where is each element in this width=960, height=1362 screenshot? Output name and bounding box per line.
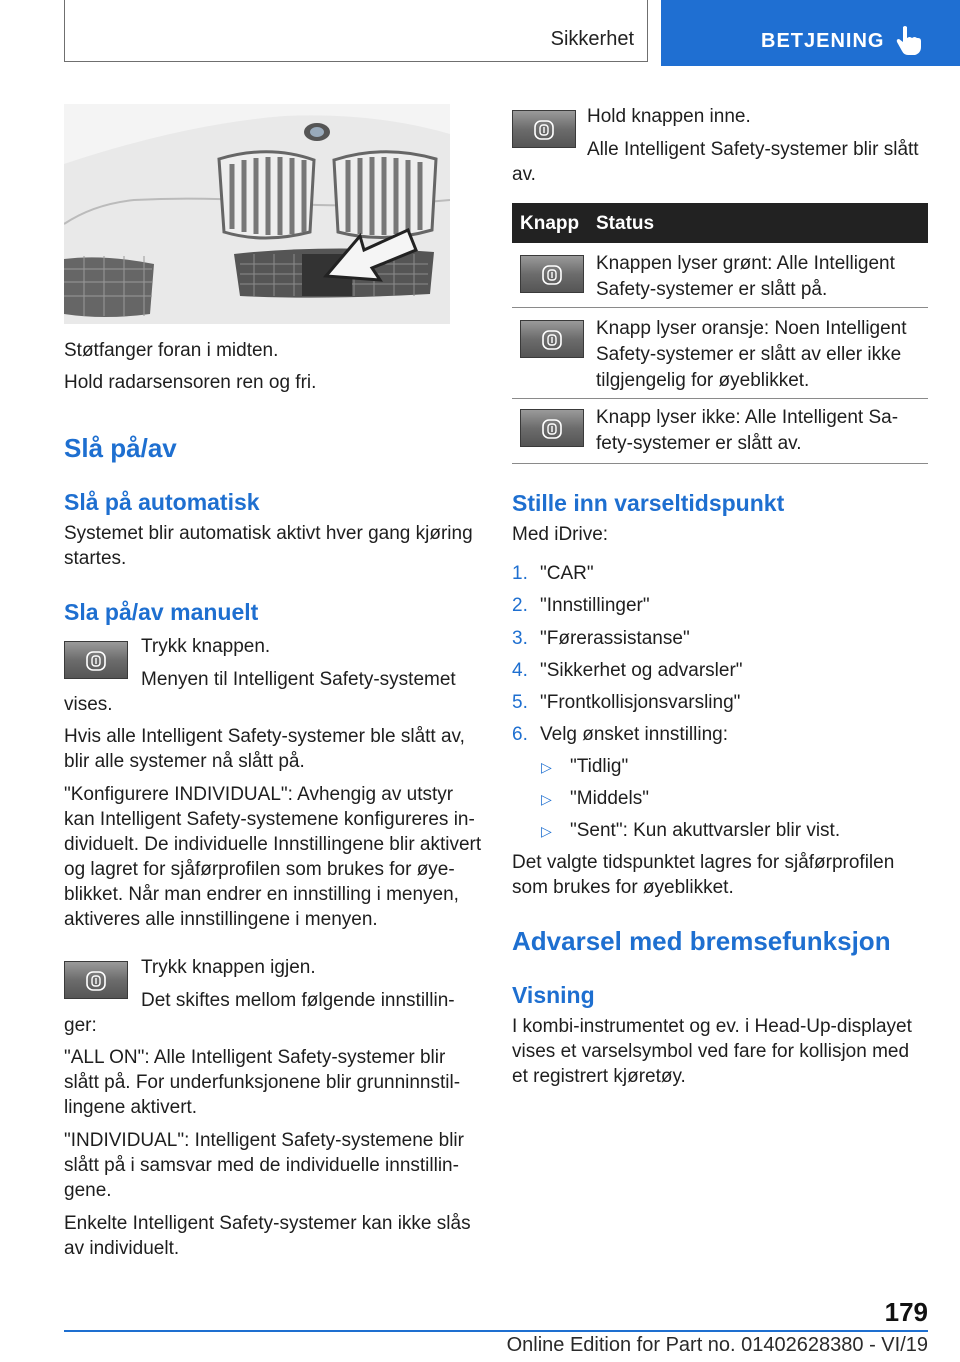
triangle-bullet-icon: ▷: [541, 759, 552, 775]
col-status: Status: [596, 213, 655, 234]
step-text: "Sikkerhet og advarsler": [540, 660, 743, 681]
status-line: tilgjengelig for øyeblikket.: [596, 370, 810, 391]
p2-5: blikket. Når man endrer en innstilling i menyen,: [64, 884, 459, 905]
chapter-tab[interactable]: [661, 0, 960, 66]
list-item: [512, 593, 650, 619]
pointing-hand-icon: [894, 25, 922, 55]
safety-button-icon-3: [512, 110, 576, 148]
press-1-c: vises.: [64, 694, 113, 715]
hold-b: Alle Intelligent Safety-systemer blir slått: [587, 139, 919, 160]
heading-advarsel: Advarsel med bremsefunksjon: [512, 926, 891, 956]
p4-2: slått på i samsvar med de individuelle innstillin-: [64, 1155, 459, 1176]
page-number: 179: [884, 1297, 928, 1327]
section-title: Sikkerhet: [550, 28, 634, 50]
safety-button-icon: [520, 409, 584, 447]
status-line: Safety-systemer er slått på.: [596, 279, 828, 300]
status-text: [596, 405, 922, 457]
triangle-bullet-icon: ▷: [541, 823, 552, 839]
p1-2: blir alle systemer nå slått på.: [64, 751, 305, 772]
step-text: "CAR": [540, 563, 594, 584]
step-number: 4.: [512, 660, 528, 681]
step-number: 3.: [512, 628, 528, 649]
triangle-bullet-icon: ▷: [541, 791, 552, 807]
p4-1: "INDIVIDUAL": Intelligent Safety-systemene blir: [64, 1130, 464, 1151]
safety-button-icon: [520, 320, 584, 358]
status-line: fety-systemer er slått av.: [596, 433, 802, 454]
p5-1: Enkelte Intelligent Safety-systemer kan ikke slås: [64, 1213, 471, 1234]
photo-caption: Støtfanger foran i midten.: [64, 340, 279, 361]
visning-2: vises et varselsymbol ved fare for kollisjon med: [512, 1041, 910, 1062]
heading-manuelt: Sla på/av manuelt: [64, 599, 259, 625]
safety-shield-icon: [85, 650, 107, 672]
step-text: "Førerassistanse": [540, 628, 690, 649]
col-knapp: Knapp: [520, 213, 580, 234]
safety-shield-icon: [541, 418, 563, 440]
step-number: 5.: [512, 692, 528, 713]
hold-c: av.: [512, 164, 536, 185]
option-text: "Sent": Kun akuttvarsler blir vist.: [570, 820, 841, 841]
press-1-a: Trykk knappen.: [141, 636, 271, 657]
list-item: [512, 722, 728, 748]
bumper-radar-photo: [64, 104, 450, 324]
step-number: 1.: [512, 563, 528, 584]
p2-4: og lagret for sjåførprofilen som brukes for øye-: [64, 859, 455, 880]
table-row: [512, 308, 928, 399]
safety-button-icon: [64, 641, 128, 679]
safety-shield-icon: [541, 264, 563, 286]
saved-1: Det valgte tidspunktet lagres for sjåførprofilen: [512, 852, 895, 873]
step-number: 2.: [512, 595, 528, 616]
status-line: Knapp lyser ikke: Alle Intelligent Sa-: [596, 407, 899, 428]
step-text: "Innstillinger": [540, 595, 650, 616]
status-line: Knappen lyser grønt: Alle Intelligent: [596, 253, 895, 274]
saved-2: som brukes for øyeblikket.: [512, 877, 734, 898]
step-text: "Frontkollisjonsvarsling": [540, 692, 741, 713]
table-header: [512, 203, 928, 243]
step-number: 6.: [512, 724, 528, 745]
p2-2: kan Intelligent Safety-systemene konfigureres in-: [64, 809, 475, 830]
idrive-label: Med iDrive:: [512, 524, 609, 545]
safety-shield-icon: [541, 329, 563, 351]
press-2-b: Det skiftes mellom følgende innstillin-: [141, 990, 455, 1011]
list-item: [541, 818, 840, 844]
p5-2: av individuelt.: [64, 1238, 180, 1259]
p3-1: "ALL ON": Alle Intelligent Safety-systemer blir: [64, 1047, 446, 1068]
footer-edition: Online Edition for Part no. 01402628380 - VI/19: [506, 1334, 928, 1356]
list-item: [512, 658, 743, 684]
p4-3: gene.: [64, 1180, 112, 1201]
list-item: [541, 786, 649, 812]
status-line: Knapp lyser oransje: Noen Intelligent: [596, 318, 907, 339]
step-text: Velg ønsket innstilling:: [540, 724, 728, 745]
p2-1: "Konfigurere INDIVIDUAL": Avhengig av utstyr: [64, 784, 454, 805]
option-text: "Tidlig": [570, 756, 629, 777]
status-text: [596, 316, 922, 394]
status-text: [596, 251, 922, 303]
press-1-b: Menyen til Intelligent Safety-systemet: [141, 669, 456, 690]
status-line: Safety-systemer er slått av eller ikke: [596, 344, 902, 365]
p2-6: aktiveres alle innstillingene i menyen.: [64, 909, 378, 930]
safety-shield-icon: [85, 970, 107, 992]
table-row: [512, 399, 928, 464]
footer-divider: [64, 1330, 928, 1332]
p1-1: Hvis alle Intelligent Safety-systemer ble slått av,: [64, 726, 465, 747]
p3-2: slått på. For underfunksjonene blir grunninnstil-: [64, 1072, 461, 1093]
heading-sla-pa-av: Slå på/av: [64, 433, 177, 463]
list-item: [541, 754, 628, 780]
press-2-c: ger:: [64, 1015, 97, 1036]
press-2-a: Trykk knappen igjen.: [141, 957, 316, 978]
table-row: [512, 243, 928, 308]
status-table: [512, 203, 928, 464]
chapter-tab-label: BETJENING: [761, 30, 885, 52]
auto-text-1: Systemet blir automatisk aktivt hver gang kjøring: [64, 523, 473, 544]
option-text: "Middels": [570, 788, 649, 809]
safety-shield-icon: [533, 119, 555, 141]
list-item: [512, 626, 690, 652]
visning-3: et registrert kjøretøy.: [512, 1066, 686, 1087]
heading-visning: Visning: [512, 982, 595, 1008]
visning-1: I kombi-instrumentet og ev. i Head-Up-displayet: [512, 1016, 912, 1037]
photo-caption-2: Hold radarsensoren ren og fri.: [64, 372, 317, 393]
list-item: [512, 690, 740, 716]
p3-3: lingene aktivert.: [64, 1097, 198, 1118]
heading-stille-inn: Stille inn varseltidspunkt: [512, 490, 785, 516]
auto-text-2: startes.: [64, 548, 127, 569]
safety-button-icon: [520, 255, 584, 293]
hold-a: Hold knappen inne.: [587, 106, 751, 127]
list-item: [512, 561, 594, 587]
p2-3: dividuelt. De individuelle Innstillingene blir aktivert: [64, 834, 482, 855]
heading-sla-pa-automatisk: Slå på automatisk: [64, 489, 260, 515]
safety-button-icon-2: [64, 961, 128, 999]
